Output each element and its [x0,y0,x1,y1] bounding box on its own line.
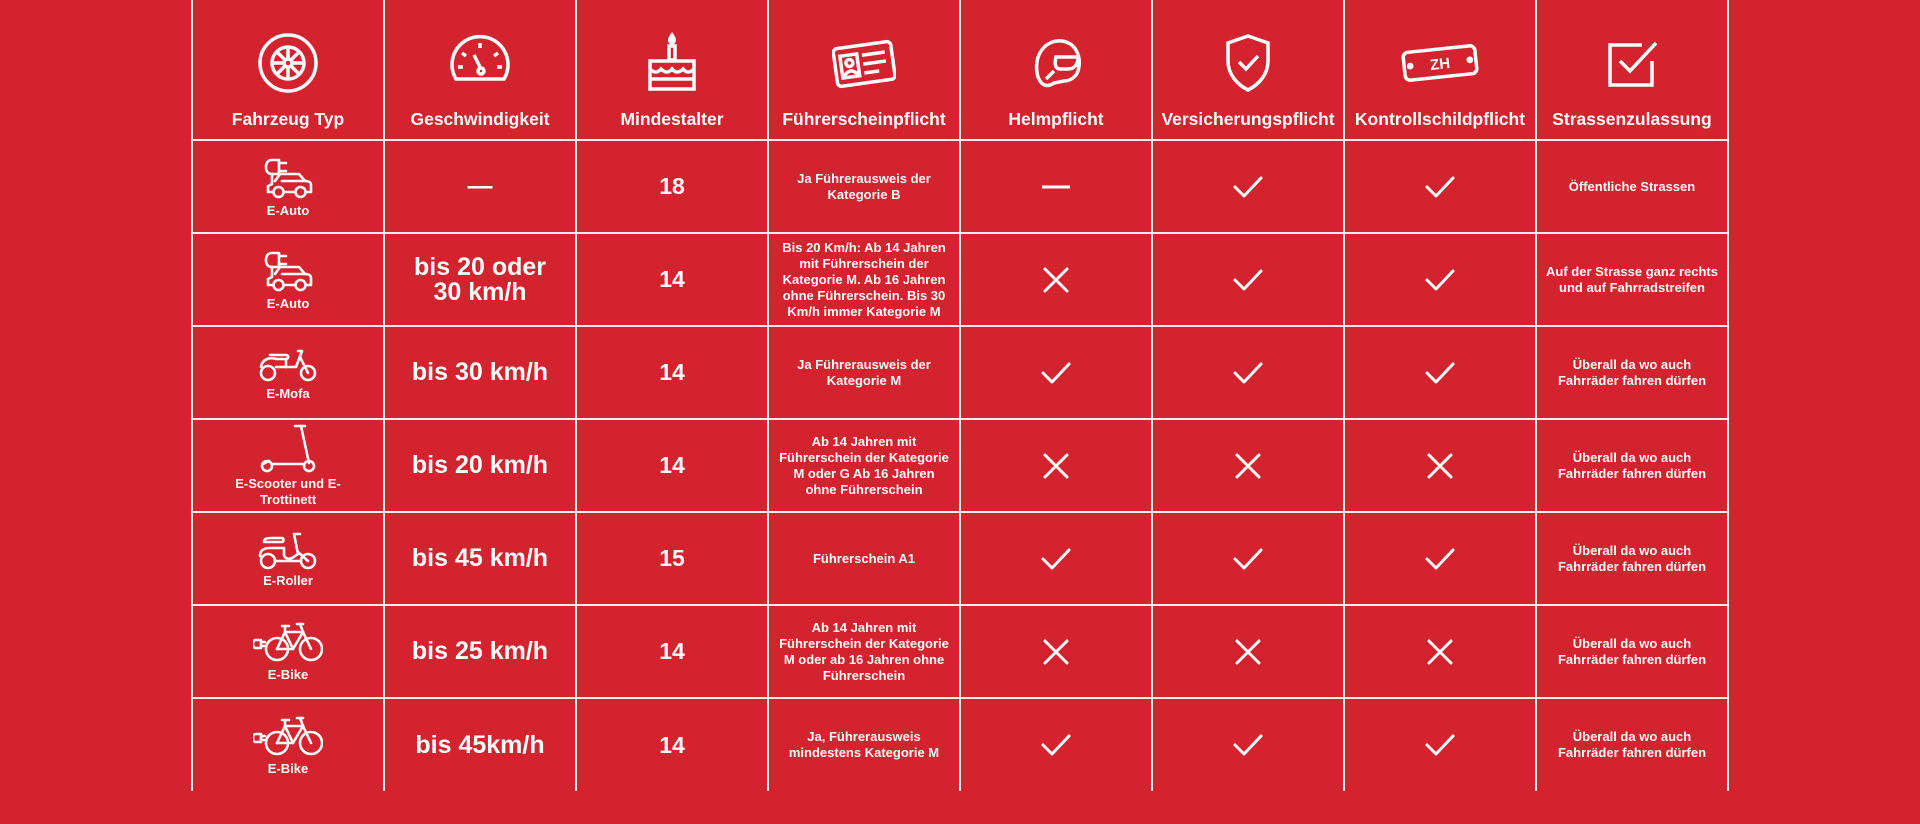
helmet-check-icon [1040,546,1072,572]
vehicle-label: E-Bike [267,667,309,682]
speed-cell [384,419,576,512]
vehicle-label: E-Auto [266,203,310,218]
shield-check-icon [1216,31,1280,95]
road-text: Überall da wo auch Fahrräder fahren dürfen [1557,542,1707,574]
speed-cell [384,326,576,419]
header-label: Kontrollschildpflicht [1354,109,1526,129]
vehicle-label: E-Roller [263,573,313,588]
plate-cell [1344,140,1536,233]
e-bike-icon [253,714,323,758]
header-row [192,0,1728,140]
helmet-check-icon [1040,732,1072,758]
age-value: 15 [659,545,685,571]
helmet-cell [960,419,1152,512]
age-cell [576,698,768,791]
insurance-check-icon [1232,267,1264,293]
license-text: Ab 14 Jahren mit Führerschein der Kategorie M oder ab 16 Jahren ohne Führerschein [779,619,949,683]
speed-cell [384,605,576,698]
road-text: Überall da wo auch Fahrräder fahren dürfen [1557,449,1707,481]
scooter-icon [256,528,320,570]
road-cell [1536,419,1728,512]
speed-cell [384,698,576,791]
license-plate-icon [1400,31,1480,95]
age-value: 14 [659,638,685,664]
header-vehicle-type [192,0,384,140]
speed-value: bis 45 km/h [411,544,549,572]
helmet-dash-icon [1041,184,1071,190]
plate-cell [1344,326,1536,419]
speed-cell [384,140,576,233]
speedometer-icon [448,31,512,95]
insurance-cell [1152,512,1344,605]
speed-value: bis 30 km/h [411,358,549,386]
insurance-cell [1152,419,1344,512]
plate-cross-icon [1426,452,1454,480]
road-cell [1536,326,1728,419]
speed-value: bis 20 oder 30 km/h [414,252,546,306]
wheel-icon [256,31,320,95]
age-cell [576,140,768,233]
road-text: Überall da wo auch Fahrräder fahren dürfen [1557,729,1707,760]
table-row [192,698,1728,791]
header-label: Führerscheinpflicht [782,109,946,129]
helmet-icon [1024,31,1088,95]
age-value: 18 [659,173,685,199]
table-row [192,512,1728,605]
license-text: Führerschein A1 [812,550,916,566]
license-cell [768,698,960,791]
age-value: 14 [659,452,685,478]
plate-text: ZH [1429,54,1451,74]
insurance-cell [1152,326,1344,419]
helmet-cell [960,233,1152,326]
age-value: 14 [659,266,685,292]
insurance-check-icon [1232,174,1264,200]
checkbox-icon [1600,31,1664,95]
insurance-cell [1152,698,1344,791]
header-label: Geschwindigkeit [410,109,550,129]
vehicle-cell [192,233,384,326]
license-text: Bis 20 Km/h: Ab 14 Jahren mit Führerschein der Kategorie M. Ab 16 Jahren ohne Führerschein. Bis 30 Km/h immer Kategorie M [782,239,946,319]
license-cell [768,605,960,698]
header-speed [384,0,576,140]
insurance-cross-icon [1234,638,1262,666]
vehicle-label: E-Bike [267,760,309,776]
e-bike-icon [253,620,323,664]
header-label: Versicherungspflicht [1161,109,1335,129]
helmet-cell [960,512,1152,605]
speed-cell [384,233,576,326]
table-row [192,233,1728,326]
kick-scooter-icon [257,423,319,473]
header-label: Helmpflicht [1008,109,1104,129]
moped-icon [256,343,320,383]
vehicle-cell [192,140,384,233]
plate-cell [1344,512,1536,605]
road-cell [1536,233,1728,326]
plate-check-icon [1424,732,1456,758]
speed-value: bis 45km/h [415,730,545,759]
license-cell [768,419,960,512]
table-row [192,605,1728,698]
road-cell [1536,698,1728,791]
header-min-age [576,0,768,140]
license-cell [768,326,960,419]
age-value: 14 [659,731,685,758]
vehicle-cell [192,512,384,605]
vehicle-cell [192,419,384,512]
speed-value: bis 25 km/h [411,637,549,665]
license-text: Ja Führerausweis der Kategorie M [797,356,931,388]
insurance-cross-icon [1234,452,1262,480]
license-text: Ab 14 Jahren mit Führerschein der Kategorie M oder G Ab 16 Jahren ohne Führerschein [779,433,949,497]
insurance-cell [1152,140,1344,233]
age-cell [576,233,768,326]
age-cell [576,326,768,419]
helmet-cross-icon [1042,452,1070,480]
regulations-table-container [191,0,1727,818]
insurance-check-icon [1232,360,1264,386]
header-label: Strassenzulassung [1552,109,1712,129]
speed-cell [384,512,576,605]
age-value: 14 [659,359,685,385]
plate-cell [1344,419,1536,512]
road-cell [1536,140,1728,233]
license-cell [768,512,960,605]
insurance-cell [1152,605,1344,698]
header-road-approval [1536,0,1728,140]
plate-cross-icon [1426,638,1454,666]
electric-car-icon [260,154,316,200]
plate-check-icon [1424,174,1456,200]
electric-car-icon [260,247,316,293]
helmet-cell [960,698,1152,791]
plate-cell [1344,605,1536,698]
helmet-cross-icon [1042,266,1070,294]
road-cell [1536,605,1728,698]
vehicle-label: E-Mofa [266,386,310,401]
age-cell [576,419,768,512]
helmet-cell [960,605,1152,698]
insurance-cell [1152,233,1344,326]
insurance-check-icon [1232,732,1264,758]
road-text: Überall da wo auch Fahrräder fahren dürfen [1557,635,1707,667]
header-helmet [960,0,1152,140]
plate-check-icon [1424,267,1456,293]
vehicle-cell [192,605,384,698]
helmet-cell [960,326,1152,419]
header-label: Mindestalter [620,109,724,129]
table-row [192,326,1728,419]
header-label: Fahrzeug Typ [231,109,345,129]
helmet-cell [960,140,1152,233]
road-text: Auf der Strasse ganz rechts und auf Fahrradstreifen [1546,263,1718,295]
road-text: Öffentliche Strassen [1568,178,1696,194]
plate-check-icon [1424,546,1456,572]
plate-cell [1344,233,1536,326]
road-text: Überall da wo auch Fahrräder fahren dürfen [1557,356,1707,388]
insurance-check-icon [1232,546,1264,572]
header-license [768,0,960,140]
plate-cell [1344,698,1536,791]
header-insurance [1152,0,1344,140]
plate-check-icon [1424,360,1456,386]
speed-value: bis 20 km/h [411,451,549,479]
speed-value: — [467,172,493,200]
license-text: Ja, Führerausweis mindestens Kategorie M [788,729,940,760]
vehicle-label: E-Auto [266,296,310,311]
license-text: Ja Führerausweis der Kategorie B [797,170,931,202]
license-cell [768,233,960,326]
table-row [192,140,1728,233]
driver-license-icon [832,31,896,95]
age-cell [576,605,768,698]
road-cell [1536,512,1728,605]
vehicle-label: E-Scooter und E-Trottinett [235,476,341,507]
birthday-cake-icon [640,31,704,95]
vehicle-cell [192,698,384,791]
table-row [192,419,1728,512]
regulations-table [191,0,1729,791]
helmet-cross-icon [1042,638,1070,666]
age-cell [576,512,768,605]
header-plate [1344,0,1536,140]
vehicle-cell [192,326,384,419]
license-cell [768,140,960,233]
helmet-check-icon [1040,360,1072,386]
